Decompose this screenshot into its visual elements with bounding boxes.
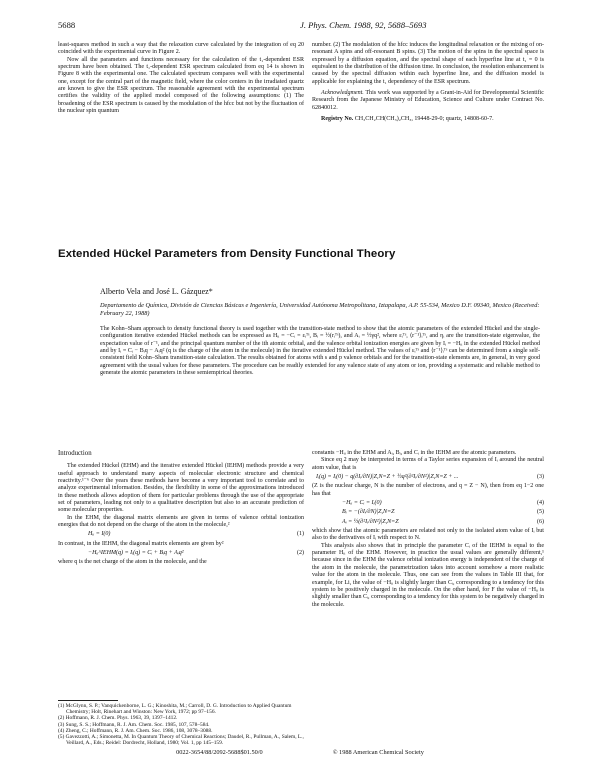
- article-title: Extended Hückel Parameters from Density Functional Theory: [58, 248, 396, 260]
- registry: [312, 116, 544, 123]
- article-authors: Alberto Vela and José L. Gázquez*: [100, 287, 213, 296]
- paragraph: Since eq 2 may be interpreted in terms of a Taylor series expansion of Iᵢ around the neutral atom value, that is: [312, 457, 544, 471]
- equation-body: Aᵢ = ½(∂²Iᵢ/∂N²)|Z,N=Z: [342, 518, 399, 525]
- paragraph: number. (2) The modulation of the hfcc induces the longitudinal relaxation or the mixing of on-resonant A spins and off-resonant B spins. (3) The motion of the spins in the spectral space is expressed by a diffusion equation, and the spectral shape of each hyperfine line at t₁ = 0 is equivalent to the distribution of the diffusion time. In conclusion, the resolution enhancement is caused by the spectral diffusion within each hyperfine line, and the diffusion model is applicable for explaining the t₁ dependency of the ESR spectrum.: [312, 42, 544, 85]
- page-footer: [0, 749, 600, 756]
- reference-item: (2) Hoffmann, R. J. Chem. Phys. 1963, 39, 1397–1412.: [58, 715, 178, 722]
- article-abstract: The Kohn–Sham approach to density functional theory is used together with the transition-state method to show that the atomic parameters of the extended Hückel and the single-configuration iterative extended Hückel methods can be expressed as Hᵢᵢ = −Cᵢ = εᵢᵀˢ, Bᵢ = ½(rᵢᵀˢ), and Aᵢ = ½γq², where εᵢᵀˢ, ⟨r⁻¹⟩ᵢᵀˢ, and ηᵢ are the transition-state eigenvalue, the expectation value of r⁻¹, and the principal quantum number of the ith atomic orbital, and the valence orbital ionization energies are given by Iᵢ = −Hᵢᵢ in the extended Hückel method and by Iᵢ = Cᵢ − Bᵢq − Aᵢq² (q is the charge of the atom in the molecule) in the iterative extended Hückel method. The values of εᵢᵀˢ and ⟨r⁻¹⟩ᵢᵀˢ can be determined from a single self-consistent field Kohn–Sham transition-state calculation. The results obtained for atoms with s and p valence orbitals and for the transition-state elements are, in general, in very good agreement with the usual values for these parameters. The procedure can be readily extended for any valence state of any atom or ion, providing a systematic and reliable method to generate the atomic parameters in these semiempirical theories.: [100, 326, 540, 377]
- paragraph: This analysis also shows that in principle the parameter Cᵢ of the IEHM is equal to the parameter Hᵢᵢ of the EHM. However, in practice the usual values are generally different,¹ because since in the EHM the valence orbital ionization energy is independent of the charge of the atom in the molecule, the parametrization takes into account somehow a more realistic value for the atom in the molecule. Thus, one can see from the values in Table III that, for example, for Li, the value of −Hᵢᵢ is slightly larger than Cᵢ, corresponding to a tendency for this system to be positively charged in the molecule. On the other hand, for F the value of −Hᵢᵢ is slightly smaller than Cᵢ, corresponding to a tendency for this system to be negatively charged in the molecule.: [312, 542, 544, 608]
- equation-number: (1): [296, 531, 304, 538]
- reference-item: (4) Zheng, C.; Hoffmann, R. J. Am. Chem. Soc. 1986, 108, 3078–3088.: [58, 727, 213, 734]
- acknowledgment-label: Acknowledgment.: [321, 90, 364, 97]
- top-left-column: [58, 42, 304, 115]
- equation-body: −Hᵢᵢ = Cᵢ = Iᵢ(0): [342, 500, 382, 507]
- paragraph: In contrast, in the IEHM, the diagonal matrix elements are given by²: [58, 540, 224, 547]
- equation-body: Iᵢ(q) = Iᵢ(0) − q(∂Iᵢ/∂N)|Z,N=Z + ½q²(∂²Iᵢ/∂N²)|Z,N=Z + ...: [316, 474, 459, 481]
- page-number: 5688: [58, 20, 76, 30]
- equation-2: [58, 550, 304, 557]
- top-right-column: [312, 42, 544, 123]
- equation-1: [58, 531, 304, 538]
- journal-header: J. Phys. Chem. 1988, 92, 5688–5693: [300, 20, 427, 30]
- equation-number: (3): [536, 474, 544, 481]
- paragraph: In the EHM, the diagonal matrix elements are given in terms of valence orbital ionization energies that do not depend on the charge of the atom in the molecule,²: [58, 514, 304, 529]
- footer-code: 0022-3654/88/2092-5688$01.50/0: [176, 749, 263, 756]
- section-heading: Introduction: [58, 450, 92, 457]
- references: [58, 703, 304, 746]
- reference-item: (1) McGlynn, S. P.; Vanquickenborne, L. G.; Kinoshita, M.; Carroll, D. G. Introduction to Applied Quantum Chemistry; Holt, Rinehart and Winston: New York, 1972; pp 97–156.: [58, 703, 292, 716]
- paragraph: where q is the net charge of the atom in the molecule, and the: [58, 559, 207, 566]
- reference-item: (5) Gavezzotti, A.; Simonetta, M. In Quantum Theory of Chemical Reactions; Daudel, R., Pullman, A., Salem, L., Veillard, A., Eds.; Reidel: Dordrecht, Holland, 1980; Vol. 1, pp 145–159.: [58, 734, 304, 747]
- equation-body: Bᵢ = −(∂Iᵢ/∂N)|Z,N=Z: [342, 509, 395, 516]
- equation-5: [312, 509, 544, 516]
- equation-body: Hᵢᵢ = I(0): [88, 531, 111, 538]
- acknowledgment-text: This work was supported by a Grant-in-Aid for Developmental Scientific Research from the Japanese Ministry of Education, Science and Culture under Contract No. 62840012.: [312, 90, 544, 111]
- equation-4: [312, 500, 544, 507]
- reference-item: (3) Sung, S. S.; Hoffmann, R. J. Am. Chem. Soc. 1985, 107, 578–584.: [58, 721, 210, 728]
- article-affiliation: Departamento de Química, División de Ciencias Básicas e Ingeniería, Universidad Autónoma Metropolitana, Iztapalapa, A.P. 55-534, Mexico D.F. 09340, Mexico (Received: February 22, 1988): [100, 302, 540, 317]
- registry-label: Registry No.: [321, 116, 354, 123]
- acknowledgment: [312, 90, 544, 112]
- footnote-rule: [58, 700, 118, 701]
- paragraph: which show that the atomic parameters are related not only to the isolated atom value of Iᵢ but also to the derivatives of Iᵢ with respect to N.: [312, 528, 544, 542]
- equation-number: (5): [536, 509, 544, 516]
- equation-number: (2): [296, 550, 304, 557]
- equation-body: −Hᵢᵢ^IEHM(q) = Iᵢ(q) = Cᵢ + Bᵢq + Aᵢq²: [88, 550, 184, 557]
- paragraph: constants −Hᵢᵢ in the EHM and Aᵢ, Bᵢ, and Cᵢ in the IEHM are the atomic parameters.: [312, 450, 517, 456]
- right-column: [312, 450, 544, 609]
- equation-6: [312, 519, 544, 526]
- left-column: [58, 450, 304, 567]
- equation-number: (6): [536, 518, 544, 525]
- paragraph: (Z is the nuclear charge, N is the number of electrons, and q = Z − N), then from eq 1−2 one has that: [312, 483, 544, 497]
- equation-3: [312, 474, 544, 481]
- paragraph: least-squares method in such a way that the relaxation curve calculated by the integration of eq 20 coincided with the experimental curve in Figure 2.: [58, 42, 304, 56]
- footer-copyright: © 1988 American Chemical Society: [332, 749, 424, 756]
- paragraph: Now all the parameters and functions necessary for the calculation of the t₁-dependent ESR spectrum have been obtained. The t₁-dependent ESR spectrum calculated from eq 14 is shown in Figure 8 with the experimental one. The calculated spectrum compares well with the experimental one, except for the central part of the magnetic field, where the color centers in the irradiated quartz are known to give the ESR spectrum. The reasonable agreement with the experimental spectrum certifies the validity of the applied model composed of the following assumptions: (1) The broadening of the ESR spectrum is caused by the modulation of the hfcc but not by the fluctuation of the nuclear spin quantum: [58, 56, 304, 115]
- equation-number: (4): [536, 500, 544, 507]
- paragraph: The extended Hückel (EHM) and the iterative extended Hückel (IEHM) methods provide a very useful approach to understand many aspects of molecular electronic structure and chemical reactivity.¹⁻⁶ Over the years these methods have become a very important tool to correlate and to analyze experimental information. Besides, the flexibility in some of the approximations introduced in these methods allows adoption of them for particular problems through the use of the appropriate set of parameters, leading not only to a qualitative description but also to an accurate prediction of some molecular properties.: [58, 463, 304, 514]
- registry-text: CH₃CH₂CH(CH₃)₂CH₃, 19448-29-0; quartz, 14808-60-7.: [354, 116, 494, 123]
